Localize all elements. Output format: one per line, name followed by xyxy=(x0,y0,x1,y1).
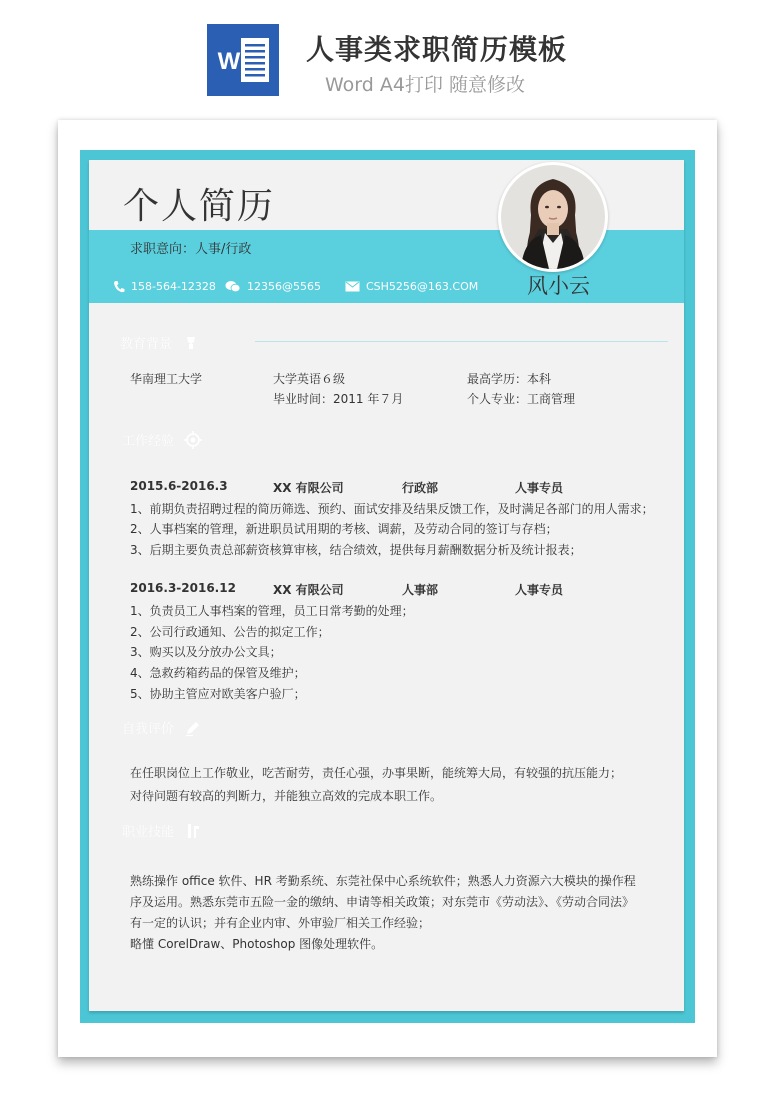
graduation-icon xyxy=(182,334,200,352)
job2-dept: 人事部 xyxy=(402,583,439,597)
template-title: 人事类求职简历模板 xyxy=(306,33,568,66)
job2-duty-2: 2、公司行政通知、公告的拟定工作； xyxy=(130,625,330,639)
job2-duty-5: 5、协助主管应对欧美客户验厂； xyxy=(130,687,306,701)
candidate-name: 风小云 xyxy=(527,274,590,298)
section-skills-header xyxy=(122,821,202,840)
section-work-header xyxy=(122,430,202,449)
portrait-image xyxy=(501,165,605,269)
section-education-header xyxy=(120,333,200,352)
edu-graduation: 毕业时间：2011 年７月 xyxy=(273,392,404,406)
self-line-2: 对待问题有较高的判断力，并能独立高效的完成本职工作。 xyxy=(130,789,443,803)
tools-icon xyxy=(184,822,202,840)
skills-line-2: 序及运用。熟悉东莞市五险一金的缴纳、申请等相关政策；对东莞市《劳动法》、《劳动合同法》 xyxy=(130,895,635,909)
logo-letter: W xyxy=(217,48,241,75)
avatar-photo xyxy=(498,162,608,272)
section-self-title: 自我评价 xyxy=(122,722,175,737)
resume-heading: 个人简历 xyxy=(123,186,276,227)
edu-school: 华南理工大学 xyxy=(130,372,203,386)
mail-text: CSH5256@163.COM xyxy=(366,280,479,293)
job2-position: 人事专员 xyxy=(515,583,564,597)
job1-company: XX 有限公司 xyxy=(273,481,344,495)
contact-wechat xyxy=(225,280,321,293)
section-education-title: 教育背景 xyxy=(120,337,173,352)
job1-duty-2: 2、人事档案的管理，新进职员试用期的考核、调薪，及劳动合同的签订与存档； xyxy=(130,522,558,536)
phone-text: 158-564-12328 xyxy=(131,280,216,293)
skills-line-4: 略懂 CorelDraw、Photoshop 图像处理软件。 xyxy=(130,937,384,951)
word-logo-icon xyxy=(207,24,279,96)
job1-position: 人事专员 xyxy=(515,481,564,495)
edu-degree: 最高学历：本科 xyxy=(467,372,552,386)
contact-mail xyxy=(345,280,478,293)
job2-duty-3: 3、购买以及分放办公文具； xyxy=(130,645,282,659)
job1-duty-3: 3、后期主要负责总部薪资核算审核，结合绩效，提供每月薪酬数据分析及统计报表； xyxy=(130,543,582,557)
template-subtitle: Word A4打印 随意修改 xyxy=(325,74,526,96)
job1-duty-1: 1、前期负责招聘过程的简历筛选、预约、面试安排及结果反馈工作，及时满足各部门的用人需求； xyxy=(130,502,654,516)
mail-icon xyxy=(345,281,360,292)
job1-period: 2015.6-2016.3 xyxy=(130,479,228,493)
section-skills-title: 职业技能 xyxy=(122,825,175,840)
job2-duty-4: 4、急救药箱药品的保管及维护； xyxy=(130,666,306,680)
edu-major: 个人专业：工商管理 xyxy=(467,392,576,406)
section-work-title: 工作经验 xyxy=(122,434,175,449)
job2-duty-1: 1、负责员工人事档案的管理，员工日常考勤的处理； xyxy=(130,604,414,618)
wechat-icon xyxy=(225,280,241,293)
job1-dept: 行政部 xyxy=(402,481,439,495)
edu-english: 大学英语６级 xyxy=(273,372,346,386)
section-self-header xyxy=(122,718,202,737)
skills-line-3: 有一定的认识；并有企业内审、外审验厂相关工作经验； xyxy=(130,916,431,930)
wechat-text: 12356@5565 xyxy=(247,280,321,293)
contact-phone xyxy=(113,280,216,293)
section-divider xyxy=(255,341,668,342)
job2-company: XX 有限公司 xyxy=(273,583,344,597)
job2-period: 2016.3-2016.12 xyxy=(130,581,236,595)
phone-icon xyxy=(113,280,125,293)
target-icon xyxy=(184,431,202,449)
pen-icon xyxy=(184,719,202,737)
skills-line-1: 熟练操作 office 软件、HR 考勤系统、东莞社保中心系统软件；熟悉人力资源六大模块的操作程 xyxy=(130,874,636,888)
job-intent: 求职意向：人事/行政 xyxy=(130,242,252,257)
self-line-1: 在任职岗位上工作敬业，吃苦耐劳，责任心强，办事果断，能统筹大局，有较强的抗压能力； xyxy=(130,766,623,780)
